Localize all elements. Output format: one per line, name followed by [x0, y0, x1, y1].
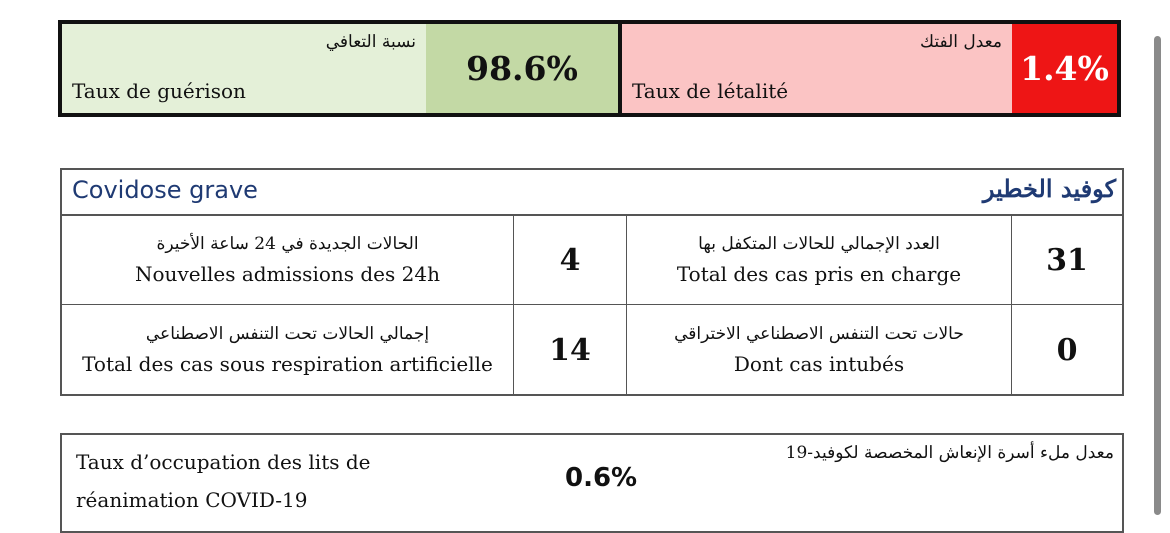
icu-occupancy-value: 0.6%: [565, 463, 638, 493]
covidose-grave-title-fr: Covidose grave: [72, 176, 258, 204]
artificial-respiration-value: 14: [514, 305, 627, 395]
total-cases-value: 31: [1046, 242, 1088, 278]
artificial-respiration-label-cell: [62, 305, 514, 395]
rates-panel: [58, 20, 1121, 117]
total-cases-label-fr: Total des cas pris en charge: [676, 262, 962, 286]
cure-rate-label-ar: نسبة التعافي: [325, 32, 416, 52]
lethality-rate-label-ar: معدل الفتك: [920, 32, 1002, 52]
intubated-value: 0: [1056, 332, 1078, 368]
vertical-scrollbar[interactable]: [1154, 36, 1161, 515]
intubated-label-cell: [627, 305, 1012, 395]
table-row: [62, 305, 1122, 395]
icu-occupancy-label-ar: معدل ملء أسرة الإنعاش المخصصة لكوفيد-19: [785, 443, 1114, 463]
new-admissions-label-ar: الحالات الجديدة في 24 ساعة الأخيرة: [156, 234, 419, 254]
new-admissions-label-fr: Nouvelles admissions des 24h: [135, 262, 440, 286]
new-admissions-label-cell: [62, 216, 514, 304]
new-admissions-value: 4: [514, 216, 627, 304]
cure-rate-value: 98.6%: [426, 24, 622, 113]
covidose-grave-title-ar: كوفيد الخطير: [982, 174, 1116, 203]
covidose-grave-table: [60, 168, 1124, 396]
total-cases-label-cell: [627, 216, 1012, 304]
cure-rate-label-cell: [62, 24, 426, 113]
intubated-label-ar: حالات تحت التنفس الاصطناعي الاختراقي: [674, 324, 964, 344]
covidose-grave-header: [62, 170, 1122, 216]
artificial-respiration-label-ar: إجمالي الحالات تحت التنفس الاصطناعي: [145, 324, 430, 344]
lethality-rate-label-fr: Taux de létalité: [632, 79, 789, 103]
icu-occupancy-panel: [60, 433, 1124, 533]
total-cases-label-ar: العدد الإجمالي للحالات المتكفل بها: [698, 234, 940, 254]
lethality-rate-label-cell: [622, 24, 1012, 113]
table-row: [62, 216, 1122, 305]
icu-occupancy-label-fr: Taux d’occupation des lits de réanimation COVID-19: [76, 450, 371, 512]
cure-rate-label-fr: Taux de guérison: [72, 79, 246, 103]
lethality-rate-value: 1.4%: [1012, 24, 1117, 113]
intubated-label-fr: Dont cas intubés: [733, 352, 905, 376]
artificial-respiration-label-fr: Total des cas sous respiration artificielle: [82, 352, 493, 376]
